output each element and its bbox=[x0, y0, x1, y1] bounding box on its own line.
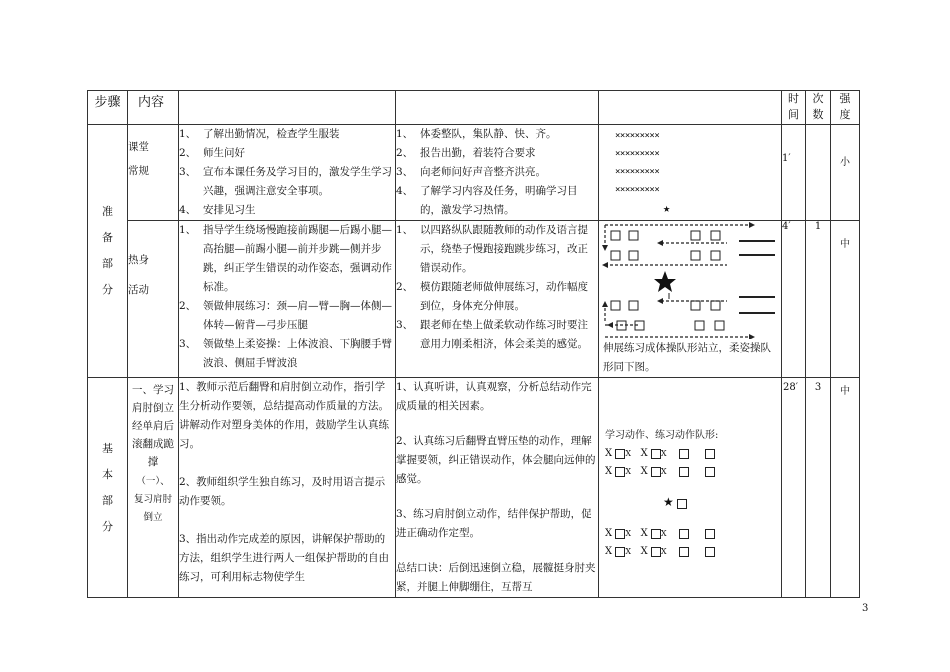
routine-student: 1、 体委整队，集队静、快、齐。 2、 报告出勤，着装符合要求 3、 向老师问好声音整齐洪亮。 4、 了解学习内容及任务，明确学习目的，激发学习热情。 bbox=[396, 125, 599, 221]
basic-intensity: 中 bbox=[831, 378, 860, 598]
lesson-plan-table bbox=[87, 90, 860, 598]
warmup-row bbox=[88, 221, 860, 378]
routine-teacher: 1、 了解出勤情况，检查学生服装 2、 师生问好 3、 宣布本课任务及学习目的，激发学生学习兴趣，强调注意安全事项。 4、 安排见习生 bbox=[179, 125, 396, 221]
page-number: 3 bbox=[862, 603, 869, 614]
routine-time: 1′ bbox=[782, 125, 806, 221]
header-intensity-label: 强度 bbox=[839, 92, 851, 121]
warmup-student: 1、 以四路纵队跟随教师的动作及语言提示，绕垫子慢跑接跑跳步练习，改正错误动作。 2、 模仿跟随老师做伸展练习，动作幅度到位，身体充分伸展。 3、 跟老师在垫上做柔软动作练习时要注意用力刚柔相济，体会柔美的感觉。 bbox=[396, 221, 599, 378]
warmup-formation bbox=[599, 221, 782, 378]
teacher-star-icon: ★ bbox=[663, 495, 674, 509]
routine-title: 课堂 常规 bbox=[128, 125, 179, 221]
teacher-star-icon: ★ bbox=[663, 201, 670, 215]
header-row bbox=[88, 91, 860, 125]
basic-title: 一、学习肩肘倒立经单肩后滚翻成跪撑 bbox=[132, 384, 174, 468]
header-content: 内容 bbox=[128, 91, 179, 125]
prep-section-label: 准 备 部 分 bbox=[88, 125, 128, 378]
basic-subtitle: （一）、复习肩肘倒立 bbox=[133, 476, 172, 523]
basic-time: 28′ bbox=[782, 378, 806, 598]
routine-row bbox=[88, 125, 860, 221]
header-time-label: 时间 bbox=[788, 92, 799, 121]
basic-student: 1、认真听讲，认真观察，分析总结动作完成质量的相关因素。 2、认真练习后翻臀直臂压垫的动作，理解掌握要领，纠正错误动作，体会腿向远伸的感觉。 3、练习肩肘倒立动作，结伴保护帮助，促进正确动作定型。 总结口诀：后倒迅速倒立稳，展髋挺身肘夹紧，并腿上伸脚绷住，互帮互 bbox=[396, 378, 599, 598]
routine-count bbox=[806, 125, 831, 221]
header-count-label: 次数 bbox=[812, 92, 824, 121]
header-intensity bbox=[831, 91, 860, 125]
warmup-title: 热身 活动 bbox=[128, 221, 179, 378]
basic-title-cell bbox=[128, 378, 179, 598]
warmup-caption: 伸展练习成体操队形站立，柔姿操队形同下图。 bbox=[603, 342, 771, 373]
header-count bbox=[806, 91, 831, 125]
routine-intensity: 小 bbox=[831, 125, 860, 221]
basic-count: 3 bbox=[806, 378, 831, 598]
basic-formation: 学习动作、练习动作队形: X X X X X X X X ★ X X X X X X X X bbox=[599, 378, 782, 598]
basic-row bbox=[88, 378, 860, 598]
basic-formation-title: 学习动作、练习动作队形: bbox=[605, 430, 719, 441]
warmup-teacher: 1、 指导学生绕场慢跑接前踢腿—后踢小腿—高抬腿—前踢小腿—前并步跳—侧并步跳，纠正学生错误的动作姿态，强调动作标准。 2、 领做伸展练习：颈—肩—臂—胸—体侧—体转—俯背—弓步压腿 3、 领做垫上柔姿操：上体波浪、下胸腰手臂波浪、侧屈手臂波浪 bbox=[179, 221, 396, 378]
basic-section-label: 基 本 部 分 bbox=[88, 378, 128, 598]
header-steps: 步骤 bbox=[88, 91, 128, 125]
warmup-intensity: 中 bbox=[831, 221, 860, 378]
header-time bbox=[782, 91, 806, 125]
basic-teacher: 1、教师示范后翻臀和肩肘倒立动作，指引学生分析动作要领，总结提高动作质量的方法。讲解动作对塑身美体的作用，鼓励学生认真练习。 2、教师组织学生独自练习，及时用语言提示动作要领。 3、指出动作完成差的原因，讲解保护帮助的方法，组织学生进行两人一组保护帮助的自由练习，可利用标志物使学生 bbox=[179, 378, 396, 598]
warmup-time: 4′ bbox=[782, 221, 806, 378]
warmup-run-diagram bbox=[599, 221, 781, 339]
routine-formation: ××××××××× ××××××××× ××××××××× ××××××××× ★ bbox=[599, 125, 782, 221]
warmup-count: 1 bbox=[806, 221, 831, 378]
